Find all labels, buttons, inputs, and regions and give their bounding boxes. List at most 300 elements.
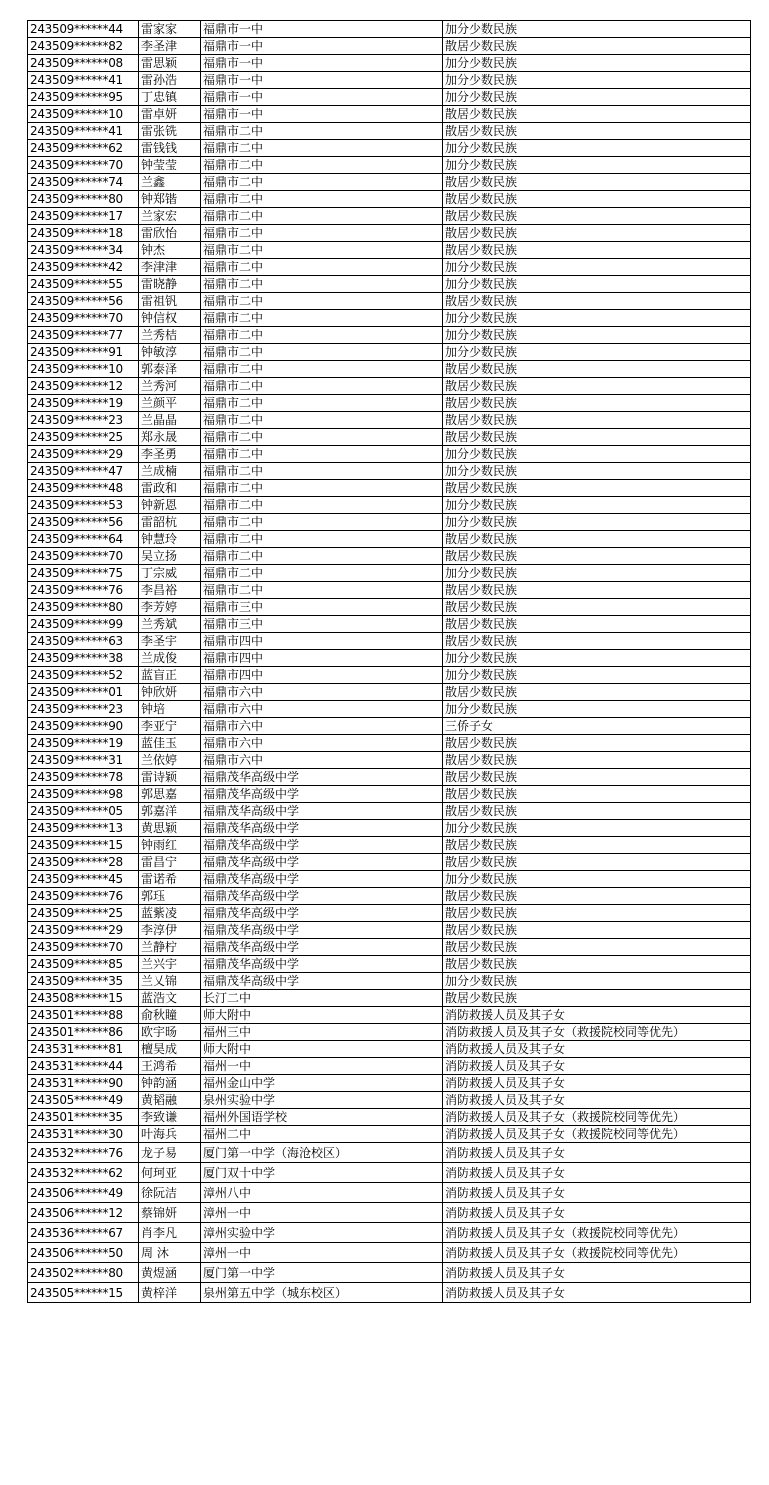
- table-row: [28, 1109, 751, 1126]
- id-cell: 243509******53: [28, 497, 139, 514]
- school-cell: 福鼎市三中: [201, 599, 443, 616]
- category-cell: 消防救援人员及其子女（救援院校同等优先）: [443, 1243, 751, 1263]
- table-row: [28, 89, 751, 106]
- id-cell: 243509******05: [28, 803, 139, 820]
- id-cell: 243506******50: [28, 1243, 139, 1263]
- table-row: [28, 310, 751, 327]
- school-cell: 漳州实验中学: [201, 1223, 443, 1243]
- category-cell: 加分少数民族: [443, 650, 751, 667]
- category-cell: 加分少数民族: [443, 21, 751, 38]
- category-cell: 散居少数民族: [443, 956, 751, 973]
- id-cell: 243509******44: [28, 21, 139, 38]
- school-cell: 福鼎市二中: [201, 276, 443, 293]
- table-row: [28, 225, 751, 242]
- table-row: [28, 395, 751, 412]
- name-cell: 檀昊成: [139, 1041, 201, 1058]
- name-cell: 雷诗颖: [139, 769, 201, 786]
- table-row: [28, 259, 751, 276]
- name-cell: 雷欣怡: [139, 225, 201, 242]
- table-row: [28, 531, 751, 548]
- name-cell: 钟韵涵: [139, 1075, 201, 1092]
- school-cell: 师大附中: [201, 1041, 443, 1058]
- name-cell: 黄韬融: [139, 1092, 201, 1109]
- table-row: [28, 735, 751, 752]
- category-cell: 散居少数民族: [443, 803, 751, 820]
- category-cell: 加分少数民族: [443, 446, 751, 463]
- table-row: [28, 1163, 751, 1183]
- school-cell: 福州一中: [201, 1058, 443, 1075]
- id-cell: 243509******25: [28, 429, 139, 446]
- table-row: [28, 378, 751, 395]
- name-cell: 黄梓洋: [139, 1283, 201, 1303]
- id-cell: 243531******44: [28, 1058, 139, 1075]
- table-row: [28, 684, 751, 701]
- name-cell: 李昌裕: [139, 582, 201, 599]
- table-row: [28, 1024, 751, 1041]
- table-row: [28, 565, 751, 582]
- school-cell: 福鼎市二中: [201, 446, 443, 463]
- school-cell: 厦门第一中学: [201, 1263, 443, 1283]
- category-cell: 散居少数民族: [443, 599, 751, 616]
- name-cell: 李亚宁: [139, 718, 201, 735]
- category-cell: 散居少数民族: [443, 854, 751, 871]
- id-cell: 243509******62: [28, 140, 139, 157]
- table-row: [28, 293, 751, 310]
- name-cell: 钟欣妍: [139, 684, 201, 701]
- id-cell: 243531******81: [28, 1041, 139, 1058]
- name-cell: 雷祖钒: [139, 293, 201, 310]
- table-body: [28, 21, 751, 1303]
- id-cell: 243508******15: [28, 990, 139, 1007]
- table-row: [28, 1075, 751, 1092]
- id-cell: 243509******76: [28, 582, 139, 599]
- category-cell: 散居少数民族: [443, 225, 751, 242]
- school-cell: 福鼎市四中: [201, 650, 443, 667]
- school-cell: 福鼎茂华高级中学: [201, 837, 443, 854]
- table-row: [28, 1041, 751, 1058]
- category-cell: 散居少数民族: [443, 922, 751, 939]
- name-cell: 丁宗威: [139, 565, 201, 582]
- category-cell: 散居少数民族: [443, 361, 751, 378]
- school-cell: 福鼎市二中: [201, 310, 443, 327]
- category-cell: 加分少数民族: [443, 276, 751, 293]
- id-cell: 243509******41: [28, 72, 139, 89]
- school-cell: 福鼎市二中: [201, 463, 443, 480]
- table-row: [28, 752, 751, 769]
- table-row: [28, 327, 751, 344]
- school-cell: 福鼎市二中: [201, 565, 443, 582]
- category-cell: 加分少数民族: [443, 327, 751, 344]
- name-cell: 郭思嘉: [139, 786, 201, 803]
- category-cell: 加分少数民族: [443, 871, 751, 888]
- category-cell: 散居少数民族: [443, 769, 751, 786]
- id-cell: 243509******01: [28, 684, 139, 701]
- table-row: [28, 990, 751, 1007]
- name-cell: 兰晶晶: [139, 412, 201, 429]
- table-row: [28, 956, 751, 973]
- name-cell: 雷家家: [139, 21, 201, 38]
- table-row: [28, 1126, 751, 1143]
- school-cell: 福鼎市三中: [201, 616, 443, 633]
- name-cell: 何珂亚: [139, 1163, 201, 1183]
- id-cell: 243509******28: [28, 854, 139, 871]
- name-cell: 兰鑫: [139, 174, 201, 191]
- school-cell: 福鼎市二中: [201, 327, 443, 344]
- school-cell: 福鼎市六中: [201, 718, 443, 735]
- table-row: [28, 1263, 751, 1283]
- table-row: [28, 55, 751, 72]
- table-row: [28, 174, 751, 191]
- table-row: [28, 412, 751, 429]
- school-cell: 福鼎茂华高级中学: [201, 888, 443, 905]
- id-cell: 243501******86: [28, 1024, 139, 1041]
- name-cell: 雷卓妍: [139, 106, 201, 123]
- school-cell: 福鼎市一中: [201, 89, 443, 106]
- name-cell: 兰秀桔: [139, 327, 201, 344]
- id-cell: 243509******70: [28, 157, 139, 174]
- school-cell: 漳州八中: [201, 1183, 443, 1203]
- school-cell: 福鼎茂华高级中学: [201, 956, 443, 973]
- name-cell: 钟信权: [139, 310, 201, 327]
- id-cell: 243509******08: [28, 55, 139, 72]
- school-cell: 福鼎茂华高级中学: [201, 769, 443, 786]
- id-cell: 243509******48: [28, 480, 139, 497]
- category-cell: 散居少数民族: [443, 174, 751, 191]
- student-list-table: [27, 20, 751, 1303]
- name-cell: 雷政和: [139, 480, 201, 497]
- table-row: [28, 446, 751, 463]
- category-cell: 消防救援人员及其子女: [443, 1163, 751, 1183]
- school-cell: 厦门第一中学（海沧校区）: [201, 1143, 443, 1163]
- table-row: [28, 514, 751, 531]
- table-row: [28, 837, 751, 854]
- school-cell: 福州三中: [201, 1024, 443, 1041]
- id-cell: 243509******18: [28, 225, 139, 242]
- name-cell: 丁忠镇: [139, 89, 201, 106]
- category-cell: 消防救援人员及其子女: [443, 1263, 751, 1283]
- school-cell: 长汀二中: [201, 990, 443, 1007]
- category-cell: 散居少数民族: [443, 990, 751, 1007]
- name-cell: 雷韶杭: [139, 514, 201, 531]
- school-cell: 福鼎市二中: [201, 259, 443, 276]
- name-cell: 钟雨红: [139, 837, 201, 854]
- name-cell: 雷思颖: [139, 55, 201, 72]
- category-cell: 散居少数民族: [443, 582, 751, 599]
- name-cell: 兰秀河: [139, 378, 201, 395]
- table-row: [28, 854, 751, 871]
- category-cell: 散居少数民族: [443, 293, 751, 310]
- table-row: [28, 344, 751, 361]
- school-cell: 福鼎茂华高级中学: [201, 922, 443, 939]
- name-cell: 肖李凡: [139, 1223, 201, 1243]
- table-row: [28, 1203, 751, 1223]
- category-cell: 消防救援人员及其子女（救援院校同等优先）: [443, 1126, 751, 1143]
- id-cell: 243509******34: [28, 242, 139, 259]
- table-row: [28, 72, 751, 89]
- school-cell: 漳州一中: [201, 1243, 443, 1263]
- school-cell: 福鼎市二中: [201, 242, 443, 259]
- table-row: [28, 123, 751, 140]
- table-row: [28, 429, 751, 446]
- name-cell: 李致谦: [139, 1109, 201, 1126]
- name-cell: 叶海兵: [139, 1126, 201, 1143]
- id-cell: 243509******63: [28, 633, 139, 650]
- table-row: [28, 38, 751, 55]
- school-cell: 福鼎茂华高级中学: [201, 854, 443, 871]
- id-cell: 243531******30: [28, 1126, 139, 1143]
- name-cell: 雷晓静: [139, 276, 201, 293]
- school-cell: 福鼎市六中: [201, 752, 443, 769]
- name-cell: 雷张铣: [139, 123, 201, 140]
- table-row: [28, 1007, 751, 1024]
- category-cell: 散居少数民族: [443, 735, 751, 752]
- table-row: [28, 106, 751, 123]
- table-row: [28, 888, 751, 905]
- category-cell: 三侨子女: [443, 718, 751, 735]
- name-cell: 李圣勇: [139, 446, 201, 463]
- table-row: [28, 939, 751, 956]
- category-cell: 消防救援人员及其子女: [443, 1283, 751, 1303]
- school-cell: 福鼎茂华高级中学: [201, 905, 443, 922]
- table-row: [28, 616, 751, 633]
- id-cell: 243509******31: [28, 752, 139, 769]
- table-row: [28, 803, 751, 820]
- id-cell: 243509******80: [28, 599, 139, 616]
- school-cell: 福鼎市二中: [201, 497, 443, 514]
- name-cell: 兰静柠: [139, 939, 201, 956]
- school-cell: 福鼎市二中: [201, 582, 443, 599]
- table-row: [28, 242, 751, 259]
- category-cell: 散居少数民族: [443, 939, 751, 956]
- name-cell: 李津津: [139, 259, 201, 276]
- table-row: [28, 633, 751, 650]
- category-cell: 消防救援人员及其子女: [443, 1203, 751, 1223]
- category-cell: 散居少数民族: [443, 191, 751, 208]
- school-cell: 福鼎市二中: [201, 157, 443, 174]
- id-cell: 243509******15: [28, 837, 139, 854]
- id-cell: 243509******10: [28, 361, 139, 378]
- school-cell: 福鼎市二中: [201, 395, 443, 412]
- id-cell: 243509******29: [28, 922, 139, 939]
- category-cell: 加分少数民族: [443, 973, 751, 990]
- id-cell: 243509******56: [28, 293, 139, 310]
- id-cell: 243502******80: [28, 1263, 139, 1283]
- id-cell: 243531******90: [28, 1075, 139, 1092]
- category-cell: 消防救援人员及其子女: [443, 1075, 751, 1092]
- name-cell: 兰兴宇: [139, 956, 201, 973]
- id-cell: 243509******52: [28, 667, 139, 684]
- table-row: [28, 1092, 751, 1109]
- school-cell: 厦门双十中学: [201, 1163, 443, 1183]
- table-row: [28, 361, 751, 378]
- name-cell: 王鸿希: [139, 1058, 201, 1075]
- school-cell: 福鼎市二中: [201, 548, 443, 565]
- id-cell: 243509******75: [28, 565, 139, 582]
- table-row: [28, 463, 751, 480]
- id-cell: 243509******70: [28, 548, 139, 565]
- category-cell: 消防救援人员及其子女: [443, 1058, 751, 1075]
- name-cell: 兰成楠: [139, 463, 201, 480]
- category-cell: 散居少数民族: [443, 480, 751, 497]
- category-cell: 散居少数民族: [443, 429, 751, 446]
- id-cell: 243509******47: [28, 463, 139, 480]
- table-row: [28, 497, 751, 514]
- table-row: [28, 157, 751, 174]
- table-row: [28, 208, 751, 225]
- name-cell: 俞秋瞳: [139, 1007, 201, 1024]
- table-row: [28, 786, 751, 803]
- name-cell: 兰依婷: [139, 752, 201, 769]
- category-cell: 消防救援人员及其子女: [443, 1143, 751, 1163]
- school-cell: 福鼎市六中: [201, 735, 443, 752]
- id-cell: 243509******13: [28, 820, 139, 837]
- id-cell: 243509******45: [28, 871, 139, 888]
- id-cell: 243509******38: [28, 650, 139, 667]
- school-cell: 福鼎市二中: [201, 514, 443, 531]
- school-cell: 福鼎茂华高级中学: [201, 820, 443, 837]
- id-cell: 243509******90: [28, 718, 139, 735]
- id-cell: 243532******76: [28, 1143, 139, 1163]
- name-cell: 钟杰: [139, 242, 201, 259]
- category-cell: 加分少数民族: [443, 667, 751, 684]
- id-cell: 243509******29: [28, 446, 139, 463]
- name-cell: 郑永晟: [139, 429, 201, 446]
- table-row: [28, 820, 751, 837]
- id-cell: 243501******88: [28, 1007, 139, 1024]
- table-row: [28, 973, 751, 990]
- table-row: [28, 191, 751, 208]
- id-cell: 243509******23: [28, 412, 139, 429]
- category-cell: 散居少数民族: [443, 633, 751, 650]
- school-cell: 泉州第五中学（城东校区）: [201, 1283, 443, 1303]
- category-cell: 加分少数民族: [443, 344, 751, 361]
- name-cell: 徐阮洁: [139, 1183, 201, 1203]
- category-cell: 消防救援人员及其子女（救援院校同等优先）: [443, 1109, 751, 1126]
- category-cell: 散居少数民族: [443, 208, 751, 225]
- table-row: [28, 718, 751, 735]
- school-cell: 泉州实验中学: [201, 1092, 443, 1109]
- name-cell: 兰乂锦: [139, 973, 201, 990]
- school-cell: 福鼎市二中: [201, 225, 443, 242]
- name-cell: 雷孙浩: [139, 72, 201, 89]
- name-cell: 李圣津: [139, 38, 201, 55]
- table-row: [28, 276, 751, 293]
- school-cell: 福鼎市一中: [201, 55, 443, 72]
- name-cell: 钟新恩: [139, 497, 201, 514]
- table-row: [28, 1143, 751, 1163]
- school-cell: 福鼎市二中: [201, 140, 443, 157]
- id-cell: 243536******67: [28, 1223, 139, 1243]
- name-cell: 黄思颖: [139, 820, 201, 837]
- category-cell: 加分少数民族: [443, 140, 751, 157]
- category-cell: 加分少数民族: [443, 463, 751, 480]
- name-cell: 雷昌宁: [139, 854, 201, 871]
- school-cell: 福鼎市二中: [201, 531, 443, 548]
- id-cell: 243509******42: [28, 259, 139, 276]
- id-cell: 243509******85: [28, 956, 139, 973]
- id-cell: 243506******12: [28, 1203, 139, 1223]
- category-cell: 散居少数民族: [443, 123, 751, 140]
- name-cell: 周 沐: [139, 1243, 201, 1263]
- table-row: [28, 650, 751, 667]
- table-row: [28, 905, 751, 922]
- table-row: [28, 599, 751, 616]
- id-cell: 243509******80: [28, 191, 139, 208]
- category-cell: 散居少数民族: [443, 548, 751, 565]
- school-cell: 福鼎市二中: [201, 412, 443, 429]
- name-cell: 雷钱钱: [139, 140, 201, 157]
- category-cell: 消防救援人员及其子女: [443, 1007, 751, 1024]
- school-cell: 福鼎市一中: [201, 38, 443, 55]
- table-row: [28, 21, 751, 38]
- category-cell: 消防救援人员及其子女（救援院校同等优先）: [443, 1024, 751, 1041]
- name-cell: 郭嘉洋: [139, 803, 201, 820]
- category-cell: 散居少数民族: [443, 837, 751, 854]
- school-cell: 福鼎市二中: [201, 174, 443, 191]
- name-cell: 蓝佳玉: [139, 735, 201, 752]
- category-cell: 散居少数民族: [443, 786, 751, 803]
- category-cell: 散居少数民族: [443, 38, 751, 55]
- name-cell: 吴立扬: [139, 548, 201, 565]
- category-cell: 加分少数民族: [443, 259, 751, 276]
- category-cell: 散居少数民族: [443, 888, 751, 905]
- category-cell: 散居少数民族: [443, 412, 751, 429]
- id-cell: 243509******91: [28, 344, 139, 361]
- category-cell: 加分少数民族: [443, 701, 751, 718]
- id-cell: 243509******77: [28, 327, 139, 344]
- table-row: [28, 769, 751, 786]
- table-row: [28, 701, 751, 718]
- table-row: [28, 667, 751, 684]
- category-cell: 散居少数民族: [443, 905, 751, 922]
- name-cell: 欧宇旸: [139, 1024, 201, 1041]
- school-cell: 福鼎茂华高级中学: [201, 803, 443, 820]
- table-row: [28, 1058, 751, 1075]
- id-cell: 243509******55: [28, 276, 139, 293]
- id-cell: 243509******12: [28, 378, 139, 395]
- school-cell: 师大附中: [201, 1007, 443, 1024]
- school-cell: 福州二中: [201, 1126, 443, 1143]
- table-row: [28, 1183, 751, 1203]
- id-cell: 243509******70: [28, 939, 139, 956]
- category-cell: 散居少数民族: [443, 531, 751, 548]
- table-row: [28, 548, 751, 565]
- category-cell: 加分少数民族: [443, 72, 751, 89]
- id-cell: 243509******99: [28, 616, 139, 633]
- category-cell: 加分少数民族: [443, 820, 751, 837]
- school-cell: 福鼎市二中: [201, 480, 443, 497]
- id-cell: 243509******76: [28, 888, 139, 905]
- school-cell: 福鼎茂华高级中学: [201, 973, 443, 990]
- category-cell: 加分少数民族: [443, 497, 751, 514]
- table-row: [28, 582, 751, 599]
- category-cell: 散居少数民族: [443, 616, 751, 633]
- id-cell: 243509******56: [28, 514, 139, 531]
- name-cell: 兰颜平: [139, 395, 201, 412]
- category-cell: 散居少数民族: [443, 378, 751, 395]
- category-cell: 散居少数民族: [443, 242, 751, 259]
- table-row: [28, 1223, 751, 1243]
- category-cell: 消防救援人员及其子女（救援院校同等优先）: [443, 1223, 751, 1243]
- name-cell: 钟莹莹: [139, 157, 201, 174]
- id-cell: 243509******35: [28, 973, 139, 990]
- category-cell: 加分少数民族: [443, 55, 751, 72]
- id-cell: 243509******10: [28, 106, 139, 123]
- name-cell: 黄煜涵: [139, 1263, 201, 1283]
- id-cell: 243505******15: [28, 1283, 139, 1303]
- school-cell: 福鼎茂华高级中学: [201, 786, 443, 803]
- school-cell: 福鼎市二中: [201, 208, 443, 225]
